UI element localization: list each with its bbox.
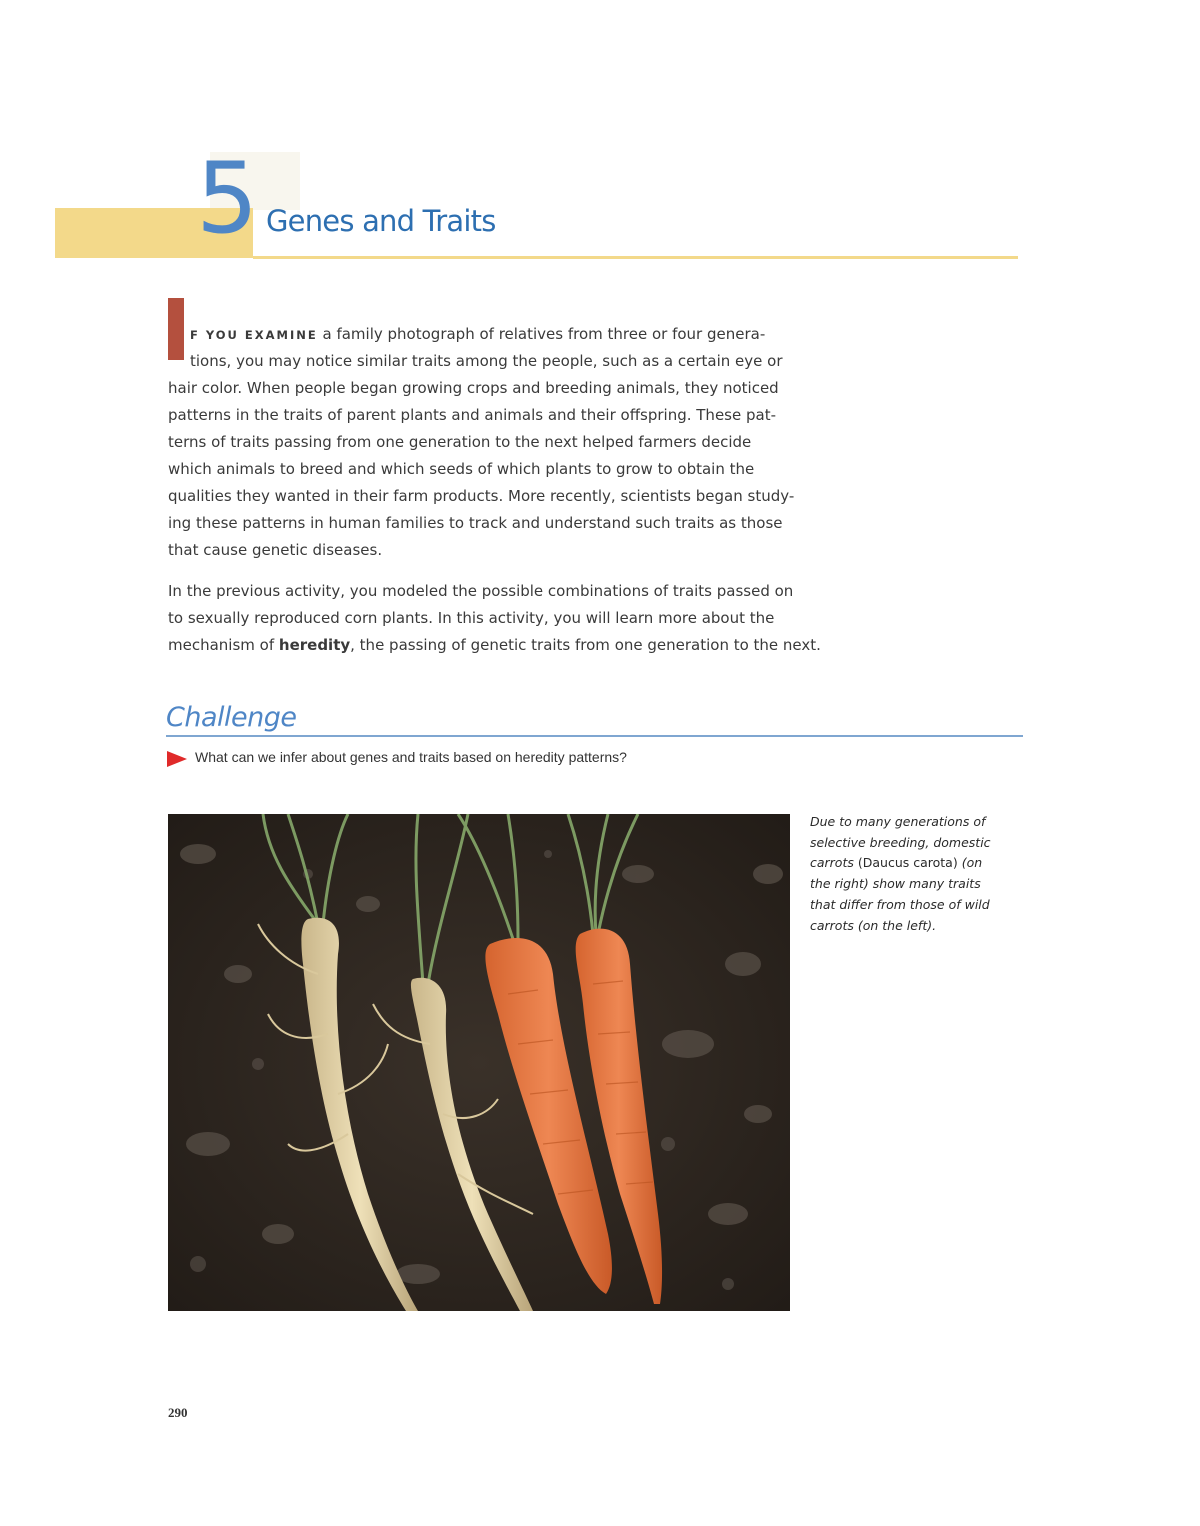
red-arrow-icon	[167, 751, 187, 767]
para2-line-1: In the previous activity, you modeled the possible combinations of traits passed on	[168, 582, 794, 600]
carrots-photo	[168, 814, 790, 1311]
para2-line-3-before: mechanism of	[168, 636, 279, 654]
caption-species: (Daucus carota)	[857, 855, 958, 871]
para2-line-2: to sexually reproduced corn plants. In this activity, you will learn more about the	[168, 609, 775, 627]
intro-line-5: terns of traits passing from one generation to the next helped farmers decide	[168, 433, 752, 451]
intro-line-text: a family photograph of relatives from three or four genera-	[317, 325, 766, 343]
photo-caption	[810, 812, 995, 936]
glossary-term-heredity: heredity	[278, 636, 351, 654]
intro-line-9: that cause genetic diseases.	[168, 541, 383, 559]
intro-lead-smallcaps: F YOU EXAMINE	[190, 328, 318, 342]
caption-text-2: (on the right) show many traits that differ from those of wild carrots (on the left).	[810, 855, 990, 933]
intro-line-1	[190, 325, 765, 343]
intro-line-8: ing these patterns in human families to track and understand such traits as those	[168, 514, 783, 532]
intro-line-3: hair color. When people began growing crops and breeding animals, they noticed	[168, 379, 779, 397]
challenge-question: What can we infer about genes and traits based on heredity patterns?	[195, 749, 627, 765]
chapter-number: 5	[196, 142, 257, 256]
intro-line-2: tions, you may notice similar traits among the people, such as a certain eye or	[190, 352, 783, 370]
challenge-rule	[166, 735, 1023, 737]
intro-line-6: which animals to breed and which seeds of which plants to grow to obtain the	[168, 460, 755, 478]
para2-line-3	[168, 636, 821, 654]
chapter-title: Genes and Traits	[266, 204, 496, 238]
carrots-illustration	[168, 814, 790, 1311]
para2-line-3-after: , the passing of genetic traits from one generation to the next.	[350, 636, 821, 654]
intro-line-4: patterns in the traits of parent plants and animals and their offspring. These pat-	[168, 406, 776, 424]
challenge-heading: Challenge	[166, 702, 297, 733]
header-rule	[253, 256, 1018, 259]
caption-text-1: Due to many generations of selective breeding, domestic carrots	[810, 814, 991, 871]
page-number: 290	[168, 1405, 188, 1420]
dropcap-letter	[168, 298, 184, 360]
intro-line-7: qualities they wanted in their farm products. More recently, scientists began study-	[168, 487, 795, 505]
